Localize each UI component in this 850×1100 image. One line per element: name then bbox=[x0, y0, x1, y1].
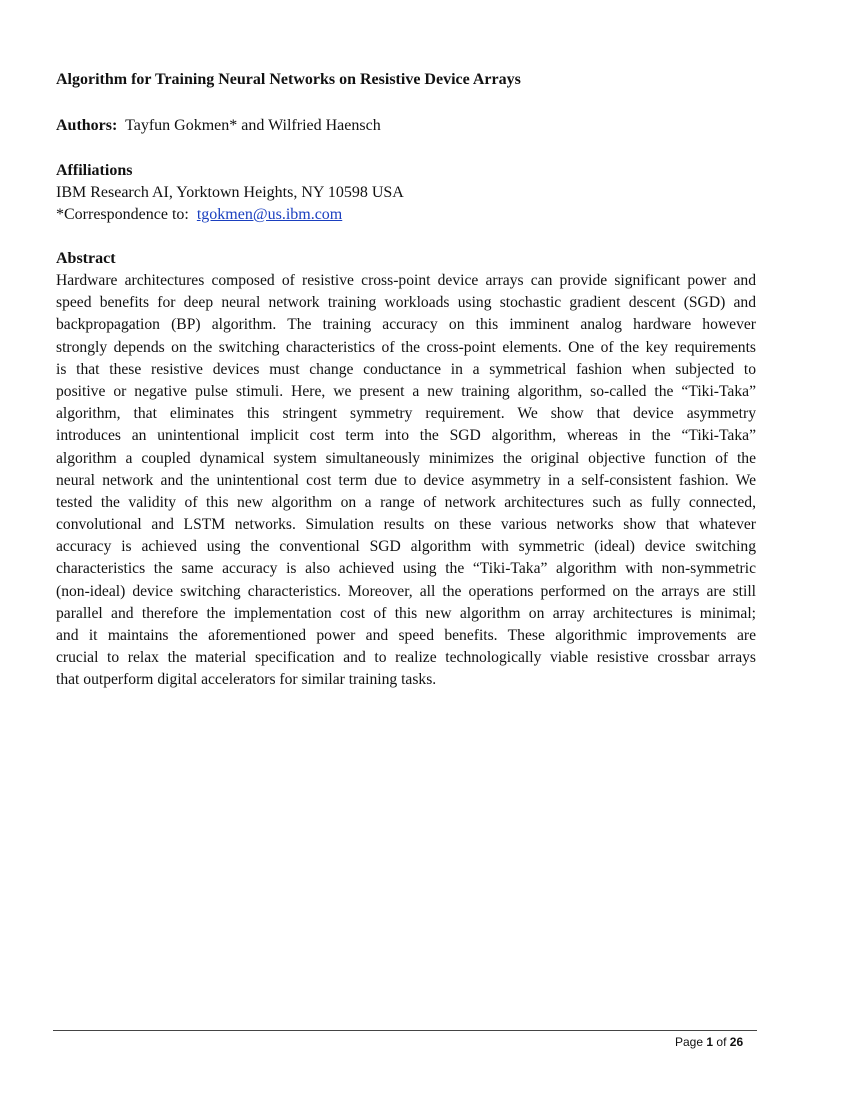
abstract-line: introduces an unintentional implicit cost term into the SGD algorithm, whereas in the “Tiki-Taka” bbox=[56, 427, 756, 445]
abstract-line: strongly depends on the switching characteristics of the cross-point elements. One of the key requirements bbox=[56, 338, 756, 356]
author-names: Tayfun Gokmen* and Wilfried Haensch bbox=[125, 117, 381, 134]
abstract-line: algorithm, that eliminates this stringent symmetry requirement. We show that device asymmetry bbox=[56, 405, 756, 423]
page-word: Page bbox=[675, 1035, 704, 1049]
abstract-line: (non-ideal) device switching characteristics. Moreover, all the operations performed on the arrays are still bbox=[56, 582, 756, 600]
abstract-line: convolutional and LSTM networks. Simulation results on these various networks show that whatever bbox=[56, 516, 756, 534]
affiliation-institution: IBM Research AI, Yorktown Heights, NY 10598 USA bbox=[56, 184, 404, 201]
abstract-line: accuracy is achieved using the conventional SGD algorithm with symmetric (ideal) device switching bbox=[56, 538, 756, 556]
abstract-line: algorithm a coupled dynamical system simultaneously minimizes the original objective function of the bbox=[56, 449, 756, 467]
correspondence-label: *Correspondence to: bbox=[56, 206, 189, 223]
authors-label: Authors: bbox=[56, 117, 118, 134]
abstract-line: speed benefits for deep neural network training workloads using stochastic gradient descent (SGD) and bbox=[56, 294, 756, 312]
correspondence-line bbox=[56, 206, 342, 224]
abstract-line: Hardware architectures composed of resistive cross-point device arrays can provide significant power and bbox=[56, 272, 756, 289]
abstract-line: characteristics the same accuracy is also achieved using the “Tiki-Taka” algorithm with non-symmetric bbox=[56, 560, 756, 578]
affiliations-heading: Affiliations bbox=[56, 162, 133, 179]
page-current: 1 bbox=[706, 1035, 714, 1049]
page-of: of bbox=[716, 1035, 727, 1049]
abstract-line: and it maintains the aforementioned power and speed benefits. These algorithmic improvements are bbox=[56, 627, 756, 644]
page-number bbox=[675, 1035, 743, 1049]
page-total: 26 bbox=[729, 1035, 744, 1049]
abstract-line: tested the validity of this new algorithm on a range of network architectures such as fully connected, bbox=[56, 493, 756, 511]
abstract-line: backpropagation (BP) algorithm. The training accuracy on this imminent analog hardware however bbox=[56, 316, 756, 334]
abstract-heading: Abstract bbox=[56, 250, 116, 267]
abstract-body bbox=[56, 270, 756, 692]
authors-line bbox=[56, 117, 381, 135]
abstract-line: crucial to relax the material specification and to realize technologically viable resistive crossbar arrays bbox=[56, 649, 756, 667]
abstract-line: is that these resistive devices must change conductance in a symmetrical fashion when subjected to bbox=[56, 360, 756, 378]
abstract-line: neural network and the unintentional cost term due to device asymmetry in a self-consistent fashion. We bbox=[56, 471, 756, 489]
abstract-line: that outperform digital accelerators for similar training tasks. bbox=[56, 671, 437, 689]
correspondence-email-link[interactable]: tgokmen@us.ibm.com bbox=[196, 206, 343, 223]
footer-divider bbox=[53, 1030, 757, 1031]
abstract-line: positive or negative pulse stimuli. Here, we present a new training algorithm, so-called the “Tiki-Taka” bbox=[56, 382, 756, 400]
paper-title: Algorithm for Training Neural Networks on Resistive Device Arrays bbox=[56, 71, 521, 88]
abstract-line: parallel and therefore the implementation cost of this new algorithm on array architectures is minimal; bbox=[56, 604, 756, 622]
